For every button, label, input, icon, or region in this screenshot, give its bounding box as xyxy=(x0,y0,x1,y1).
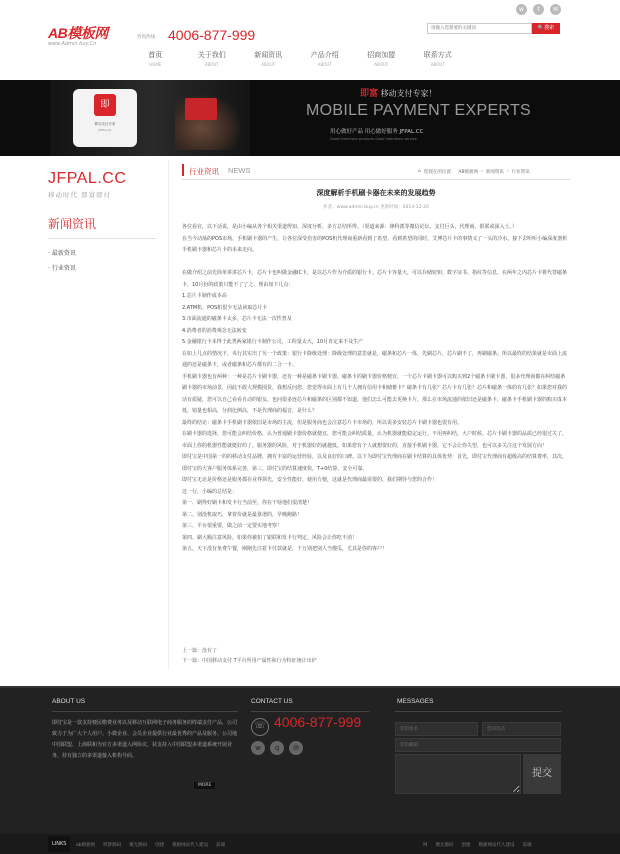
sidebar-menu xyxy=(48,248,76,278)
article-paragraph: 在当今动荡的POS市场，手机刷卡器的产生，让各位深受伤害的POS机代理商重新看到了希望。看到希望的同时，艾博芯片卡的事情又了一头的冷水。接下去听听小编深度剖析手机刷卡器和芯片卡的未来走向。 xyxy=(182,235,568,253)
message-textarea[interactable] xyxy=(395,754,521,794)
sidebar-item-label: 最新资讯 xyxy=(51,250,76,257)
nav-sublabel: ABOUT xyxy=(317,62,332,67)
card-reader-label: 移动支付专家 xyxy=(94,122,116,126)
article-list-item: 第一、刷得好刷卡和发卡行当前至，你在干啥他们很清楚！ xyxy=(182,500,313,506)
card-reader-sublabel: JFPAL.CC xyxy=(98,128,112,132)
breadcrumb-home[interactable]: AB模板网 xyxy=(458,170,479,175)
article-list-item: 2.ATM机，POS机很少无法读取芯片卡 xyxy=(182,304,268,311)
home-icon: ⌂ xyxy=(418,169,421,174)
prev-label: 上一篇： xyxy=(182,648,203,654)
nav-news[interactable] xyxy=(240,50,297,67)
bank-card-image xyxy=(185,98,217,120)
sidebar-item-label: 行业资讯 xyxy=(51,265,76,272)
breadcrumb-industry[interactable]: 行业资讯 xyxy=(511,170,530,175)
article-title: 深度解析手机刷卡器在未来的发展趋势 xyxy=(316,189,436,197)
nav-home[interactable] xyxy=(127,50,184,67)
article-list-item: 5.金融银行卡未得于此类两家银行卡制作公司，工程量太大，10月肯定来不及生产 xyxy=(182,339,364,345)
article-list-item: 1.芯片卡制作成本高 xyxy=(182,293,227,299)
sidebar-divider xyxy=(48,238,156,239)
friend-link[interactable]: 模板网站代人建设 xyxy=(172,843,209,848)
nav-label: 招商加盟 xyxy=(367,51,396,59)
banner-slogan: 用心做好产品 用心做好服务 JFPAL.CC xyxy=(330,129,424,135)
logo-url: www.Admin buy.Cn xyxy=(48,41,97,47)
about-underline xyxy=(52,711,238,712)
prev-link[interactable]: 没有了 xyxy=(202,648,218,654)
friend-link[interactable]: ab模板网 xyxy=(76,843,96,848)
breadcrumb-news[interactable]: 新闻资讯 xyxy=(485,170,504,175)
friend-link[interactable]: 聚无源码 xyxy=(435,843,454,848)
next-article[interactable] xyxy=(182,656,317,666)
friend-links xyxy=(76,842,225,848)
email-input[interactable] xyxy=(395,738,561,752)
friend-link[interactable]: 聚无源码 xyxy=(129,843,148,848)
more-button[interactable]: MORE xyxy=(194,782,215,789)
nav-sublabel: HOME xyxy=(149,62,162,67)
nav-sublabel: ABOUT xyxy=(204,62,219,67)
contact-underline xyxy=(251,711,369,712)
section-title-en: NEWS xyxy=(228,166,251,175)
hotline-number: 4006-877-999 xyxy=(168,27,256,43)
article-paragraph: 最终的结论：磁条卡手机刷卡器依旧是市场的主流，但是服务商也会注意芯片卡市场的，所以说多安装芯片卡刷卡器也很有用。 xyxy=(182,419,463,426)
submit-button[interactable]: 提交 xyxy=(523,754,561,794)
article-paragraph: 在做介绍之前先简单讲讲芯片卡，芯片卡也叫做金融IC卡，是以芯片作为介质的银行卡。芯片卡容量大，可以存储密钥、数字证书、指纹等信息，在两年之内芯片卡将代替磁条卡，10月份的政策只能不了了之，理由如下几点： xyxy=(182,270,567,288)
nav-sublabel: ABOUT xyxy=(261,62,276,67)
wechat-icon[interactable]: ✉ xyxy=(289,741,303,755)
article-paragraph: 手机刷卡器也有两种：一种是芯片卡刷卡器，还有一种是磁条卡刷卡器。磁条卡的刷卡器价格便宜，一个芯片卡刷卡器可以购买到2个磁条卡刷卡器，很多代理商都在纠结磁条刷卡器的市场前景，因此不敢大规模囤货。我想反问您，您觉得市面上有几个人拥有信用卡和储蓄卡？磁条卡有几张？芯片卡有几张？芯片和磁条一体的有几张？如果您对我的话有质疑，您可以自己看看自动的银友、也问很多连芯片和磁条的区别都不知道，他们怎么可能去更换卡片，那么在市场流通的依旧还是磁条卡，磁条卡手机刷卡器的购买成本低，销量也相高，分润比例高，不是代理商的福音，是什么？ xyxy=(182,373,568,414)
hotline-label: 咨询热线： xyxy=(137,35,160,40)
social-icons xyxy=(516,4,561,15)
search-button[interactable] xyxy=(532,23,560,34)
article-paragraph: 各位看官，以下话说，是由小编从各个相关渠道得知、深度分析、多方总结所得。（渠道来源：锋科派等微信论坛、支付巨头、代理商、银联或深入土。） xyxy=(182,224,518,230)
nav-label: 产品介绍 xyxy=(310,51,339,59)
nav-products[interactable] xyxy=(297,50,354,67)
breadcrumb xyxy=(418,169,530,175)
banner-tagline-text: 移动支付专家！ xyxy=(380,89,437,98)
footer-top-border xyxy=(0,686,620,688)
breadcrumb-prefix: 您现在的位置： xyxy=(423,170,456,175)
prev-article[interactable] xyxy=(182,646,317,656)
qq-icon[interactable]: q xyxy=(270,741,284,755)
article-paragraph: 即付宝无论是价格还是服务都在业界领先，安全性能好，使用方便，这就是代理商最需要的，我们期待与您的合作！ xyxy=(182,477,438,483)
friend-link[interactable]: 模板网站代人建设 xyxy=(478,843,515,848)
tencent-weibo-icon[interactable]: t xyxy=(533,4,544,15)
sidebar-brand: JFPAL.CC xyxy=(48,170,127,187)
search-input[interactable] xyxy=(427,23,532,34)
breadcrumb-separator: › xyxy=(506,169,509,174)
messages-underline xyxy=(395,711,561,712)
article-list-item: 4.消费者的消费观念无法转变 xyxy=(182,327,247,334)
search-icon: 🔍 xyxy=(537,25,545,31)
friend-link[interactable]: 创建 xyxy=(461,843,471,848)
breadcrumb-separator: › xyxy=(481,169,483,174)
phone-icon: ☏ xyxy=(251,718,269,736)
banner-slogan-en: Good intentions products Good intentions service xyxy=(330,137,417,141)
article-list-item: 第三、平台很重要，做之前一定要实地考察！ xyxy=(182,523,283,529)
card-reader-logo: 即 xyxy=(94,94,116,116)
about-text: 即付宝是一款支持便民缴费业务以及移动互联网电子商务服务的终端支付产品，公司致力于为广大个人用户、小微企业、会员企业提供行业最优秀的产品及服务。公司地中国联盟、上海联和为官方多渠道入网协议，获支持入中国联盟多渠道系统开展业务，持有独立的多渠道接入机构号码。 xyxy=(52,720,238,759)
friend-link[interactable]: 前端 xyxy=(522,843,532,848)
nav-franchise[interactable] xyxy=(353,50,410,67)
phone-input[interactable] xyxy=(482,722,561,736)
article-body xyxy=(182,222,570,556)
article-paragraph: 即付宝是中国第一的的移动支付品牌，拥有丰富的运营经验，以及良好的口碑。以下为即付宝代理商在刷卡结算的具体优势：首先，即付宝代理商有超级高的结算费率，其次，即付宝的大客户服务体系完善，第三，即付宝的结算速度快，T+0结算，安全可靠。 xyxy=(182,454,568,472)
article-paragraph: 在如上几点的情况下，央行其实出了另一个政策：银行卡降级处理：降级处理的意思就是，磁条和芯片一体，先刷芯片，芯片刷不了，再刷磁条。所以最终的结果就是市面上流通的还是磁条卡，或者磁条和芯片都有的二合一卡。 xyxy=(182,350,568,368)
nav-label: 新闻资讯 xyxy=(254,51,283,59)
wechat-icon[interactable]: ✉ xyxy=(550,4,561,15)
article-list-item: 3.市面流通的磁条卡太多，芯片卡无法一次性普及 xyxy=(182,316,292,322)
article-list-item: 第四、刷大额注意风险，如果你被扣了银联和发卡行判定，风险会让你吃不消！ xyxy=(182,534,358,541)
site-logo[interactable]: AB模板网 xyxy=(48,25,108,41)
footer-phone: 4006-877-999 xyxy=(274,714,362,730)
next-label: 下一篇： xyxy=(182,658,203,664)
nav-label: 联系方式 xyxy=(423,51,452,59)
nav-contact[interactable] xyxy=(410,50,467,67)
search-button-label: 搜索 xyxy=(544,25,555,31)
banner-tagline xyxy=(360,86,437,99)
friend-link[interactable]: 织梦源码 xyxy=(103,843,122,848)
article-list-item: 第二、别没机取巧，拿着价就是最靠谱的，早晚跑路！ xyxy=(182,511,303,518)
banner-tagline-brand: 即富 xyxy=(360,89,379,99)
nav-sublabel: ABOUT xyxy=(374,62,389,67)
next-link[interactable]: 中国移动支付 T平台所用产属性和行为特征统计出炉 xyxy=(202,658,317,664)
article-pagination xyxy=(182,646,317,666)
footer-social-icons xyxy=(251,741,303,755)
article-meta: 作者：www.admin buy.cn 更新时间：2014-12-20 xyxy=(323,205,429,210)
about-heading: ABOUT US xyxy=(52,698,86,705)
weibo-icon[interactable]: w xyxy=(516,4,527,15)
section-accent-bar xyxy=(182,164,184,176)
site-header xyxy=(0,0,620,80)
sidebar-title: 新闻资讯 xyxy=(48,217,97,231)
links-label: LINKS xyxy=(48,836,70,852)
column-divider xyxy=(168,160,169,670)
contact-heading: CONTACT US xyxy=(251,698,293,705)
nav-label: 首页 xyxy=(148,51,163,59)
banner-headline: MOBILE PAYMENT EXPERTS xyxy=(306,102,532,119)
article-paragraph: 在刷卡器的选择，您可能会纠结价格，认为普通刷卡器价格就便宜，您可能会纠结质量，认为机器就能稳定运行。不用再纠结，大户时候，芯片卡刷卡器的品质已经很过关了，市面上你的机器性能就挺好的了。服务器的风险，对于机器好的就越低。如果您有个人就想要好的，直接手机刷卡器，它不会让你失望，也可以多关注这个发展方向！ xyxy=(182,431,568,449)
messages-heading: MESSAGES xyxy=(397,698,434,705)
friend-link[interactable]: 前端 xyxy=(216,843,226,848)
nav-about[interactable] xyxy=(184,50,241,67)
article-list-item: 第五、天下没有免费午餐，刚刚先注意卡付款就是，千万别把别人当傻瓜，尤其是你的客户！ xyxy=(182,546,388,552)
main-nav xyxy=(127,50,466,67)
friend-link[interactable]: 网 xyxy=(423,843,428,848)
article-paragraph: 这一行，小编的总结是： xyxy=(182,488,238,495)
weibo-icon[interactable]: w xyxy=(251,741,265,755)
friend-links-secondary xyxy=(423,842,532,848)
paragraph-gap xyxy=(182,257,570,269)
sidebar-item-latest[interactable]: · 最新资讯 xyxy=(48,250,76,257)
sidebar-motto: 移动时代 即富即付 xyxy=(48,191,112,199)
nav-label: 关于我们 xyxy=(197,51,226,59)
section-title: 行业资讯 xyxy=(189,167,219,176)
nav-sublabel: ABOUT xyxy=(430,62,445,67)
sidebar-item-industry[interactable]: · 行业资讯 xyxy=(48,265,76,272)
name-input[interactable] xyxy=(395,722,478,736)
friend-link[interactable]: 创建 xyxy=(155,843,165,848)
